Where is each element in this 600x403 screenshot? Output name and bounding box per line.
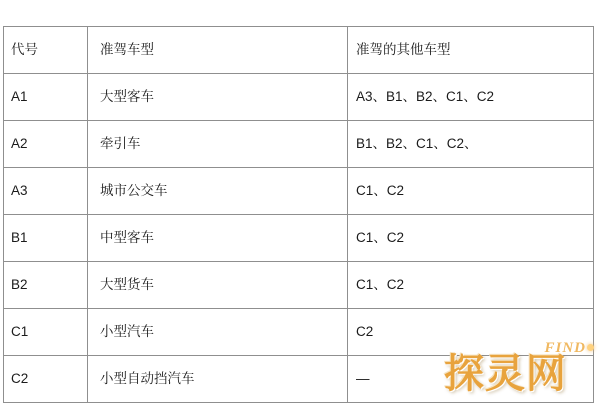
- watermark-tagline: FIND: [544, 340, 586, 356]
- cell-code: A3: [4, 168, 88, 215]
- cell-other-types: C1、C2: [348, 215, 594, 262]
- cell-vehicle-type: 大型客车: [88, 74, 348, 121]
- table-row: [4, 262, 594, 309]
- cell-other-types: C1、C2: [348, 262, 594, 309]
- cell-vehicle-type: 牵引车: [88, 121, 348, 168]
- cell-code: B2: [4, 262, 88, 309]
- table-row: [4, 121, 594, 168]
- cell-vehicle-type: 小型汽车: [88, 309, 348, 356]
- column-header-other-types: 准驾的其他车型: [348, 27, 594, 74]
- license-category-table: [3, 26, 594, 403]
- column-header-vehicle-type: 准驾车型: [88, 27, 348, 74]
- cell-vehicle-type: 小型自动挡汽车: [88, 356, 348, 403]
- cell-other-types: A3、B1、B2、C1、C2: [348, 74, 594, 121]
- table-row: [4, 356, 594, 403]
- cell-other-types: B1、B2、C1、C2、: [348, 121, 594, 168]
- table-row: [4, 168, 594, 215]
- table-header-row: [4, 27, 594, 74]
- cell-vehicle-type: 城市公交车: [88, 168, 348, 215]
- cell-code: C2: [4, 356, 88, 403]
- cell-code: C1: [4, 309, 88, 356]
- cell-vehicle-type: 大型货车: [88, 262, 348, 309]
- table-row: [4, 215, 594, 262]
- cell-other-types: —: [348, 356, 594, 403]
- cell-other-types: C1、C2: [348, 168, 594, 215]
- column-header-code: 代号: [4, 27, 88, 74]
- watermark-brand: 探灵网: [444, 351, 567, 397]
- cell-code: A1: [4, 74, 88, 121]
- cell-code: A2: [4, 121, 88, 168]
- cell-vehicle-type: 中型客车: [88, 215, 348, 262]
- table-row: [4, 309, 594, 356]
- table-row: [4, 74, 594, 121]
- cell-code: B1: [4, 215, 88, 262]
- cell-other-types: C2: [348, 309, 594, 356]
